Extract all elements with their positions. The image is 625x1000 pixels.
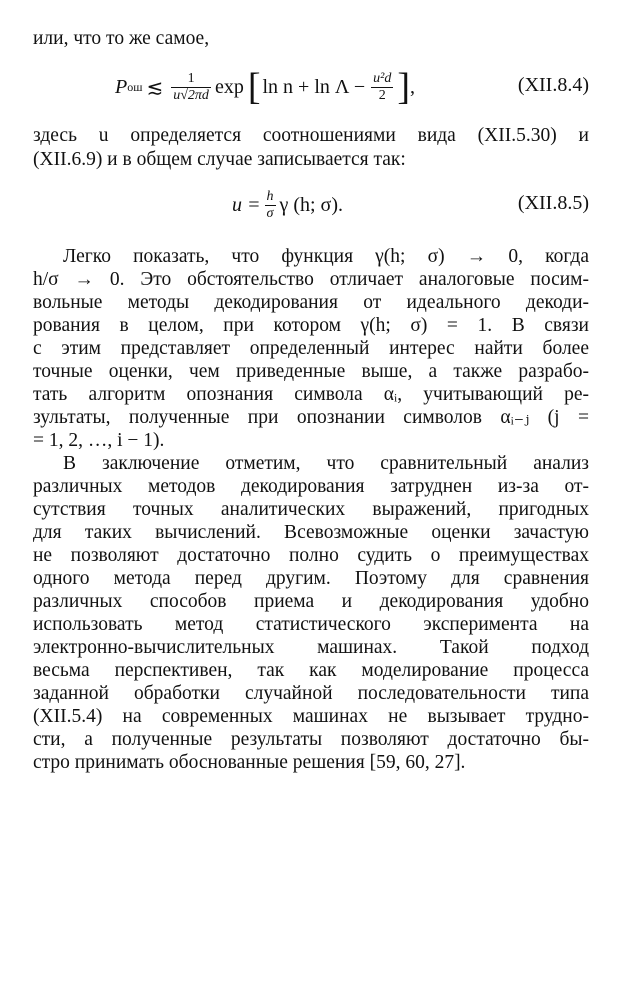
text-line: или, что то же самое,: [33, 28, 210, 49]
text-line: (XII.6.9) и в общем случае записывается так:: [33, 149, 406, 170]
text-line: вольные методы декодирования от идеального декоди-: [33, 292, 589, 313]
text-line: сти, а полученные результаты позволяют достаточно бы-: [33, 729, 589, 750]
fraction-denominator: 2: [371, 87, 393, 104]
text-line: электронно-вычислительных машинах. Такой подход: [33, 637, 589, 658]
eq-lhs-subscript: ош: [127, 79, 143, 94]
equation-xii-8-5: [0, 180, 625, 230]
text-line: рования в целом, при котором γ(h; σ) = 1. В связи: [33, 315, 589, 336]
text-line: Легко показать, что функция γ(h; σ) → 0, когда: [63, 246, 589, 267]
eq-fraction-2: [371, 71, 393, 104]
text-line: различных методов декодирования затруднен из-за от-: [33, 476, 589, 497]
text-line: В заключение отметим, что сравнительный анализ: [63, 453, 589, 474]
text-line: здесь u определяется соотношениями вида (XII.5.30) и: [33, 125, 589, 146]
eq-relation: ≲: [146, 76, 164, 99]
text-line: весьма перспективен, так как моделирование процесса: [33, 660, 589, 681]
eq-lhs: P: [115, 75, 128, 98]
eq-bracket-body: ln n + ln Λ −: [262, 75, 366, 98]
text-line: сутствия точных аналитических выражений, пригодных: [33, 499, 589, 520]
fraction-denominator: σ: [265, 205, 276, 222]
equation-xii-8-4: [0, 62, 625, 112]
text-line: с этим представляет определенный интерес найти более: [33, 338, 589, 359]
text-line: тать алгоритм опознания символа αᵢ, учитывающий ре-: [33, 384, 589, 405]
text-line: для таких вычислений. Всевозможные оценки зачастую: [33, 522, 589, 543]
text-line: использовать метод статистического эксперимента на: [33, 614, 589, 635]
fraction-numerator: 1: [187, 70, 195, 86]
eq-tail: ,: [410, 75, 415, 98]
text-line: (XII.5.4) на современных машинах не вызывает трудно-: [33, 706, 589, 727]
text-line: различных способов приема и декодирования удобно: [33, 591, 589, 612]
text-line: h/σ → 0. Это обстоятельство отличает аналоговые посим-: [33, 269, 589, 290]
right-bracket: ]: [397, 66, 410, 108]
fraction-numerator: h: [266, 188, 274, 204]
text-line: не позволяют достаточно полно судить о преимуществах: [33, 545, 589, 566]
text-line: точные оценки, чем приведенные выше, а также разрабо-: [33, 361, 589, 382]
text-line: одного метода перед другим. Поэтому для сравнения: [33, 568, 589, 589]
equation-number: (XII.8.4): [517, 74, 589, 96]
fraction-numerator: u²d: [373, 70, 392, 86]
exp-function: exp: [214, 75, 244, 98]
text-line: заданной обработки случайной последовательности типа: [33, 683, 589, 704]
eq-lhs: u =: [232, 193, 261, 216]
eq-rhs: γ (h; σ).: [279, 193, 343, 216]
equation-number: (XII.8.5): [517, 192, 589, 214]
text-line: зультаты, полученные при опознании символов αᵢ₋ⱼ (j =: [33, 407, 589, 428]
text-line: стро принимать обоснованные решения [59, 60, 27].: [33, 752, 466, 773]
left-bracket: [: [247, 66, 261, 108]
eq-fraction: [171, 71, 211, 104]
fraction-denominator: u√2πd: [173, 87, 209, 103]
text-line: = 1, 2, …, i − 1).: [33, 430, 165, 451]
eq-fraction: [265, 189, 276, 222]
